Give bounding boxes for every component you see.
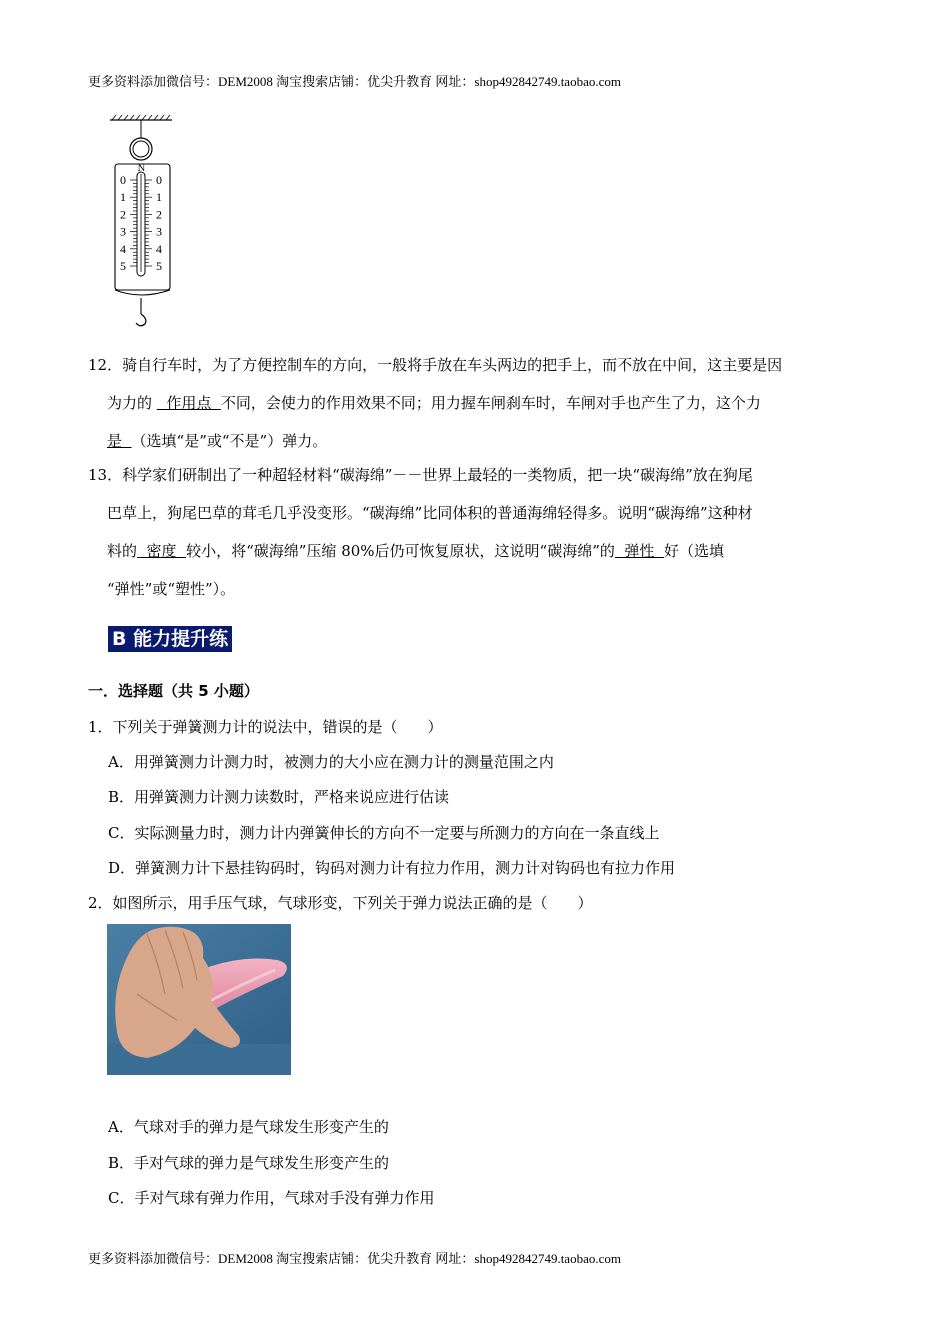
mc2-option-b: B．手对气球的弹力是气球发生形变产生的: [108, 1154, 390, 1172]
page-header: 更多资料添加微信号：DEM2008 淘宝搜索店铺：优尖升教育 网址：shop492842749.taobao.com: [88, 74, 621, 89]
q12-answer-blank-1: 作用点: [156, 394, 221, 412]
question-13: [88, 456, 868, 608]
page-footer: 更多资料添加微信号：DEM2008 淘宝搜索店铺：优尖升教育 网址：shop492842749.taobao.com: [88, 1251, 621, 1266]
scale-tick-label-right: 4: [156, 241, 162, 256]
question-12: [88, 346, 868, 460]
scale-tick-label-left: 0: [120, 173, 126, 187]
mc2-option-c: C．手对气球有弹力作用，气球对手没有弹力作用: [108, 1189, 435, 1207]
spring-scale-figure: [108, 114, 178, 330]
scale-tick-label-right: 3: [156, 224, 162, 239]
q13-line1: 13．科学家们研制出了一种超轻材料“碳海绵”－－世界上最轻的一类物质，把一块“碳海绵”放在狗尾: [88, 466, 753, 484]
q12-answer-blank-2: 是: [107, 432, 132, 450]
scale-tick-label-left: 5: [120, 259, 126, 273]
q13-answer-blank-1: 密度: [137, 542, 187, 560]
q13-line2: 巴草上，狗尾巴草的茸毛几乎没变形。“碳海绵”比同体积的普通海绵轻得多。说明“碳海绵”这种材: [107, 504, 753, 522]
scale-tick-label-left: 1: [120, 190, 126, 205]
mc2-option-a: A．气球对手的弹力是气球发生形变产生的: [108, 1118, 389, 1136]
section-subtitle: 一．选择题（共 5 小题）: [88, 682, 259, 700]
mc1-option-d: D．弹簧测力计下悬挂钩码时，钩码对测力计有拉力作用，测力计对钩码也有拉力作用: [108, 859, 676, 877]
mc1-option-b: B．用弹簧测力计测力读数时，严格来说应进行估读: [108, 788, 450, 806]
q12-line3: 是 （选填“是”或“不是”）弹力。: [107, 432, 328, 450]
q12-line2: 为力的 作用点 不同，会使力的作用效果不同；用力握车闸刹车时，车闸对手也产生了力，这个力: [107, 394, 761, 412]
hand-pressing-balloon-photo: [107, 924, 291, 1075]
mc1-option-a: A．用弹簧测力计测力时，被测力的大小应在测力计的测量范围之内: [108, 753, 554, 771]
q12-line1: 12．骑自行车时，为了方便控制车的方向，一般将手放在车头两边的把手上，而不放在中间，这主要是因: [88, 356, 783, 374]
scale-tick-label-left: 2: [120, 207, 126, 222]
scale-tick-label-right: 2: [156, 207, 162, 222]
scale-unit-label: N: [137, 164, 146, 174]
scale-tick-label-left: 4: [120, 241, 126, 256]
scale-tick-label-left: 3: [120, 224, 126, 239]
q13-answer-blank-2: 弹性: [614, 542, 664, 560]
q13-line3: 料的 密度 较小，将“碳海绵”压缩 80%后仍可恢复原状，这说明“碳海绵”的 弹性 好（选填: [107, 542, 724, 560]
scale-tick-label-right: 5: [156, 259, 162, 273]
mc2-stem: 2．如图所示，用手压气球，气球形变，下列关于弹力说法正确的是（ ）: [88, 894, 593, 912]
mc1-option-c: C．实际测量力时，测力计内弹簧伸长的方向不一定要与所测力的方向在一条直线上: [108, 824, 660, 842]
section-title-badge: B 能力提升练: [108, 626, 232, 652]
scale-tick-label-right: 1: [156, 190, 162, 205]
mc1-stem: 1．下列关于弹簧测力计的说法中，错误的是（ ）: [88, 718, 443, 736]
q13-line4: “弹性”或“塑性”）。: [107, 580, 236, 598]
scale-tick-label-right: 0: [156, 173, 162, 187]
